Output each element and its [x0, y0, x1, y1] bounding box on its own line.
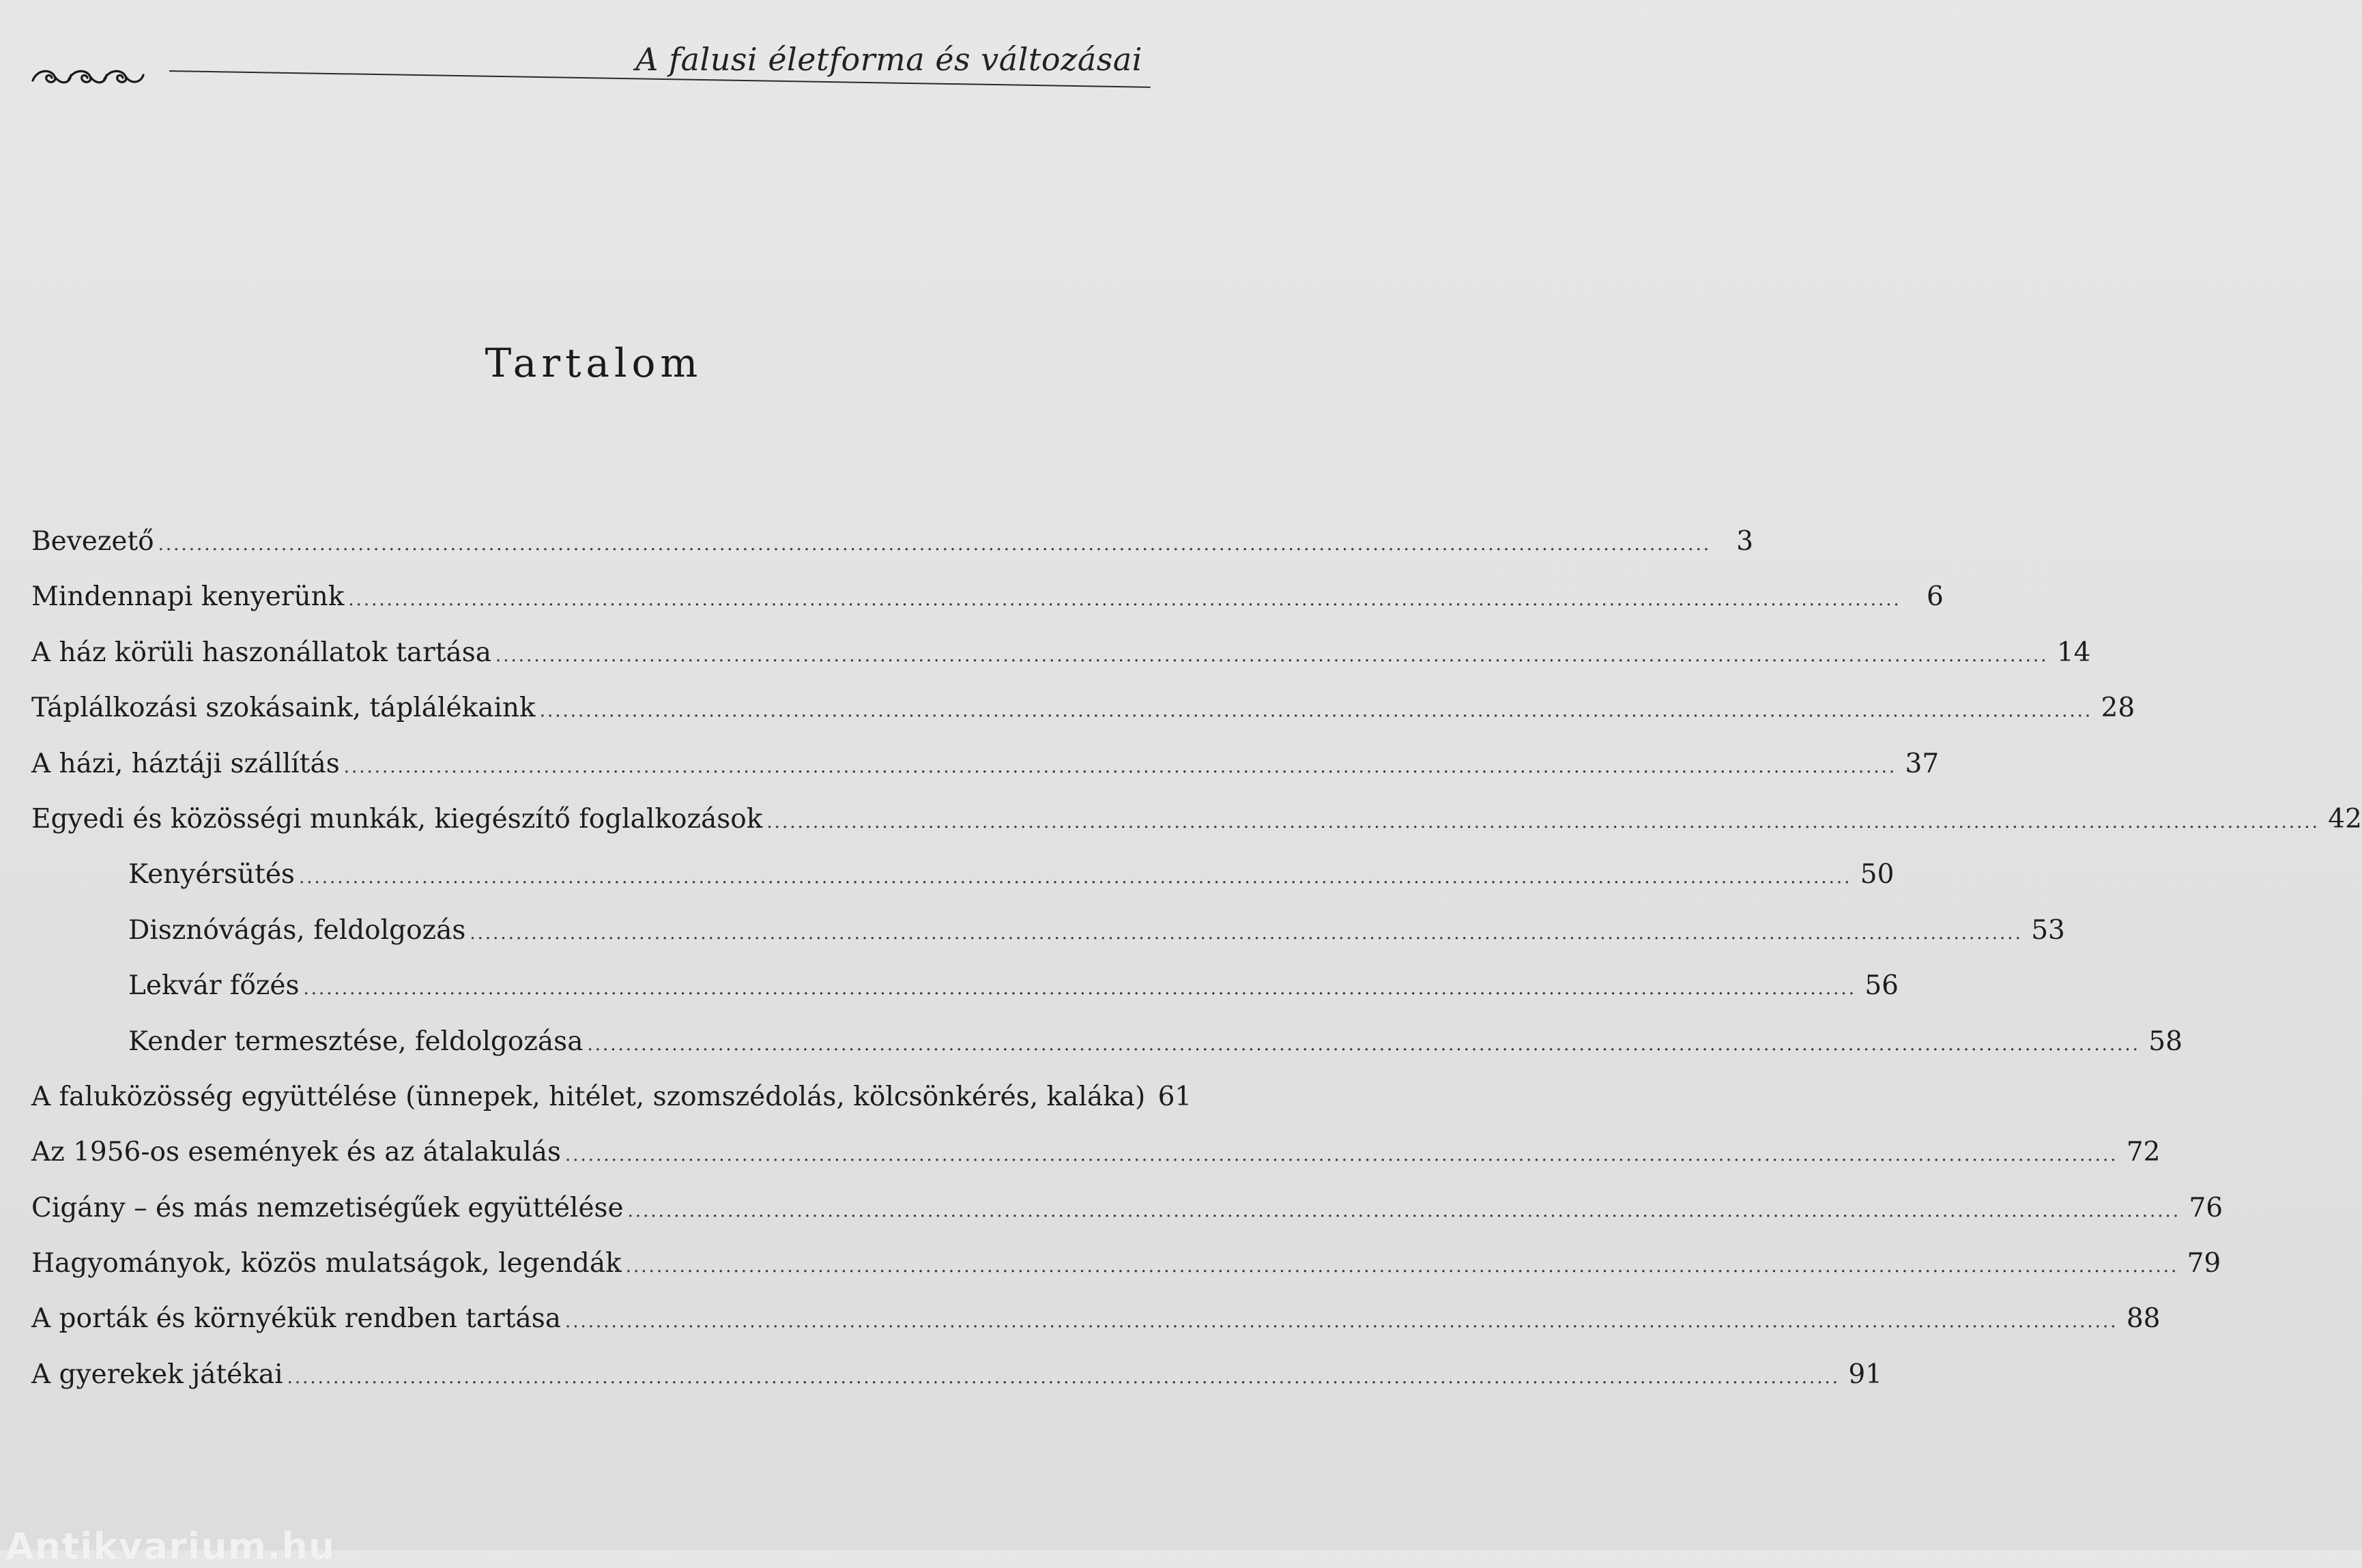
- toc-page-number: 14: [2056, 637, 2091, 668]
- dot-leader: [344, 751, 1897, 783]
- dot-leader: [287, 1361, 1840, 1394]
- dot-leader: [158, 528, 1711, 561]
- toc-subentry: [31, 970, 1899, 1025]
- dot-leader: [540, 695, 2092, 727]
- toc-entry: [31, 1136, 2161, 1191]
- toc-entry: [31, 748, 1940, 803]
- toc-page-number: 53: [2031, 914, 2065, 946]
- dot-leader: [626, 1250, 2178, 1283]
- dot-leader: [587, 1028, 2140, 1061]
- toc-entry-title: Bevezető: [31, 526, 154, 557]
- toc-entry: [31, 1081, 1192, 1136]
- dot-leader: [565, 1139, 2118, 1172]
- toc-entry-title: Lekvár főzés: [128, 970, 300, 1002]
- toc-page-number: 3: [1736, 526, 1754, 557]
- toc-entry-title: A gyerekek játékai: [31, 1359, 283, 1390]
- toc-entry: [31, 1247, 2221, 1303]
- toc-subentry: [31, 1026, 2183, 1081]
- toc-entry-title: Cigány – és más nemzetiségűek együttélése: [31, 1192, 624, 1223]
- toc-entry-title: A porták és környékük rendben tartása: [31, 1303, 561, 1335]
- scroll-ornament-icon: [30, 60, 146, 87]
- toc-entry-title: A házi, háztáji szállítás: [31, 748, 340, 779]
- toc-page-number: 88: [2126, 1303, 2161, 1335]
- toc-page-number: 42: [2328, 803, 2362, 834]
- table-of-contents: [31, 525, 2362, 1414]
- toc-page-number: 58: [2148, 1026, 2183, 1057]
- toc-page-number: 50: [1860, 859, 1895, 890]
- toc-entry: [31, 692, 2135, 747]
- toc-entry-title: A ház körüli haszonállatok tartása: [31, 637, 492, 668]
- dot-leader: [565, 1305, 2118, 1338]
- toc-page-number: 91: [1848, 1359, 1883, 1390]
- dot-leader: [304, 972, 1856, 1005]
- page-title: Tartalom: [485, 340, 703, 386]
- toc-page-number: 61: [1157, 1081, 1192, 1112]
- toc-page-number: 6: [1927, 581, 1944, 613]
- toc-page-number: 56: [1864, 970, 1899, 1002]
- toc-entry: [31, 525, 1754, 581]
- toc-subentry: [31, 858, 1895, 914]
- toc-page-number: 79: [2187, 1248, 2221, 1279]
- toc-entry-title: Kender termesztése, feldolgozása: [128, 1026, 584, 1057]
- dot-leader: [348, 583, 1901, 616]
- toc-subentry: [31, 914, 2065, 970]
- dot-leader: [766, 806, 2319, 839]
- toc-entry-title: Disznóvágás, feldolgozás: [128, 914, 466, 946]
- toc-entry: [31, 637, 2091, 692]
- running-title: A falusi életforma és változásai: [635, 41, 1142, 78]
- toc-entry-title: Egyedi és közösségi munkák, kiegészítő foglalkozások: [31, 803, 763, 834]
- toc-entry-title: Az 1956-os események és az átalakulás: [31, 1137, 562, 1168]
- toc-entry: [31, 803, 2362, 858]
- dot-leader: [470, 917, 2022, 950]
- toc-page-number: 37: [1905, 748, 1940, 779]
- toc-entry: [31, 1192, 2223, 1247]
- dot-leader: [299, 861, 1852, 894]
- toc-entry-title: Mindennapi kenyerünk: [31, 581, 345, 613]
- toc-entry-title: Kenyérsütés: [128, 859, 295, 890]
- toc-page-number: 72: [2126, 1137, 2161, 1168]
- toc-entry-title: A faluközösség együttélése (ünnepek, hitélet, szomszédolás, kölcsönkérés, kaláka): [31, 1081, 1146, 1112]
- toc-entry-title: Táplálkozási szokásaink, táplálékaink: [31, 693, 536, 724]
- toc-entry-title: Hagyományok, közös mulatságok, legendák: [31, 1248, 622, 1279]
- dot-leader: [628, 1195, 2180, 1228]
- toc-page-number: 76: [2189, 1192, 2223, 1223]
- watermark: Antikvarium.hu: [5, 1525, 336, 1568]
- toc-entry: [31, 1359, 1883, 1414]
- dot-leader: [495, 639, 2048, 672]
- toc-page-number: 28: [2101, 693, 2135, 724]
- toc-entry: [31, 581, 1944, 636]
- toc-entry: [31, 1303, 2161, 1358]
